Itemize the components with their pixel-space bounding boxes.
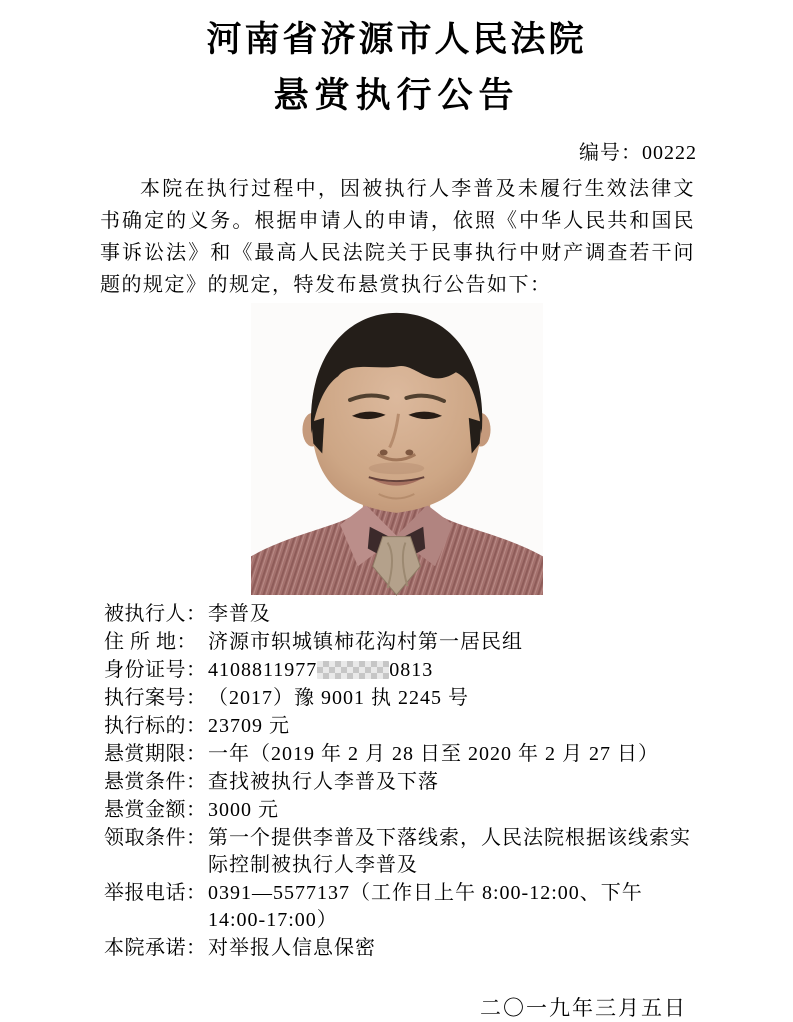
field-row-subject <box>104 601 701 628</box>
field-label: 领取条件： <box>104 827 207 849</box>
field-row-report-phone <box>104 880 701 934</box>
field-row-execution-amount <box>104 713 701 740</box>
issue-date: 二〇一九年三月五日 <box>480 996 687 1020</box>
field-row-case-number <box>104 685 701 712</box>
field-label: 执行案号： <box>104 687 207 709</box>
field-label: 悬赏金额： <box>104 799 207 821</box>
field-row-court-promise <box>104 935 701 962</box>
id-number-suffix: 0813 <box>389 659 434 681</box>
subject-photo <box>251 303 543 595</box>
field-label: 执行标的： <box>104 715 207 737</box>
notice-number-label: 编号： <box>579 142 642 164</box>
redacted-id-digits <box>317 661 389 679</box>
field-value: 0391—5577137（工作日上午 8:00-12:00、下午 14:00-17:00） <box>208 882 643 931</box>
field-value: 查找被执行人李普及下落 <box>208 771 439 793</box>
notice-title: 悬赏执行公告 <box>273 76 520 115</box>
field-row-address <box>104 629 701 656</box>
field-row-reward-amount <box>104 797 701 824</box>
field-label: 悬赏期限： <box>104 743 207 765</box>
field-label: 住 所 地： <box>104 631 197 653</box>
field-value: 对举报人信息保密 <box>208 937 376 959</box>
id-number-prefix: 4108811977 <box>208 659 318 681</box>
field-value: 第一个提供李普及下落线索，人民法院根据该线索实际控制被执行人李普及 <box>208 827 691 876</box>
portrait-illustration <box>251 303 543 595</box>
field-row-claim-condition <box>104 825 701 879</box>
notice-document <box>0 18 793 1020</box>
field-label: 身份证号： <box>104 659 207 681</box>
notice-number-value: 00222 <box>642 142 697 164</box>
field-value: 一年（2019 年 2 月 28 日至 2020 年 2 月 27 日） <box>208 743 659 765</box>
field-value: 3000 元 <box>208 799 279 821</box>
field-label: 举报电话： <box>104 882 207 904</box>
notice-number <box>0 136 793 165</box>
field-label: 被执行人： <box>104 603 207 625</box>
field-row-id-number <box>104 657 701 684</box>
intro-paragraph: 本院在执行过程中，因被执行人李普及未履行生效法律文书确定的义务。根据申请人的申请，依照《中华人民共和国民事诉讼法》和《最高人民法院关于民事执行中财产调查若干问题的规定》的规定，特发布悬赏执行公告如下： <box>100 178 695 296</box>
fields-list <box>104 601 701 962</box>
field-label: 本院承诺： <box>104 937 207 959</box>
field-row-reward-period <box>104 741 701 768</box>
field-value: （2017）豫 9001 执 2245 号 <box>208 687 469 709</box>
field-value <box>208 657 701 684</box>
field-value: 济源市轵城镇柿花沟村第一居民组 <box>208 631 523 653</box>
field-value: 23709 元 <box>208 715 290 737</box>
field-row-reward-condition <box>104 769 701 796</box>
field-label: 悬赏条件： <box>104 771 207 793</box>
field-value: 李普及 <box>208 603 271 625</box>
court-title: 河南省济源市人民法院 <box>206 20 587 59</box>
